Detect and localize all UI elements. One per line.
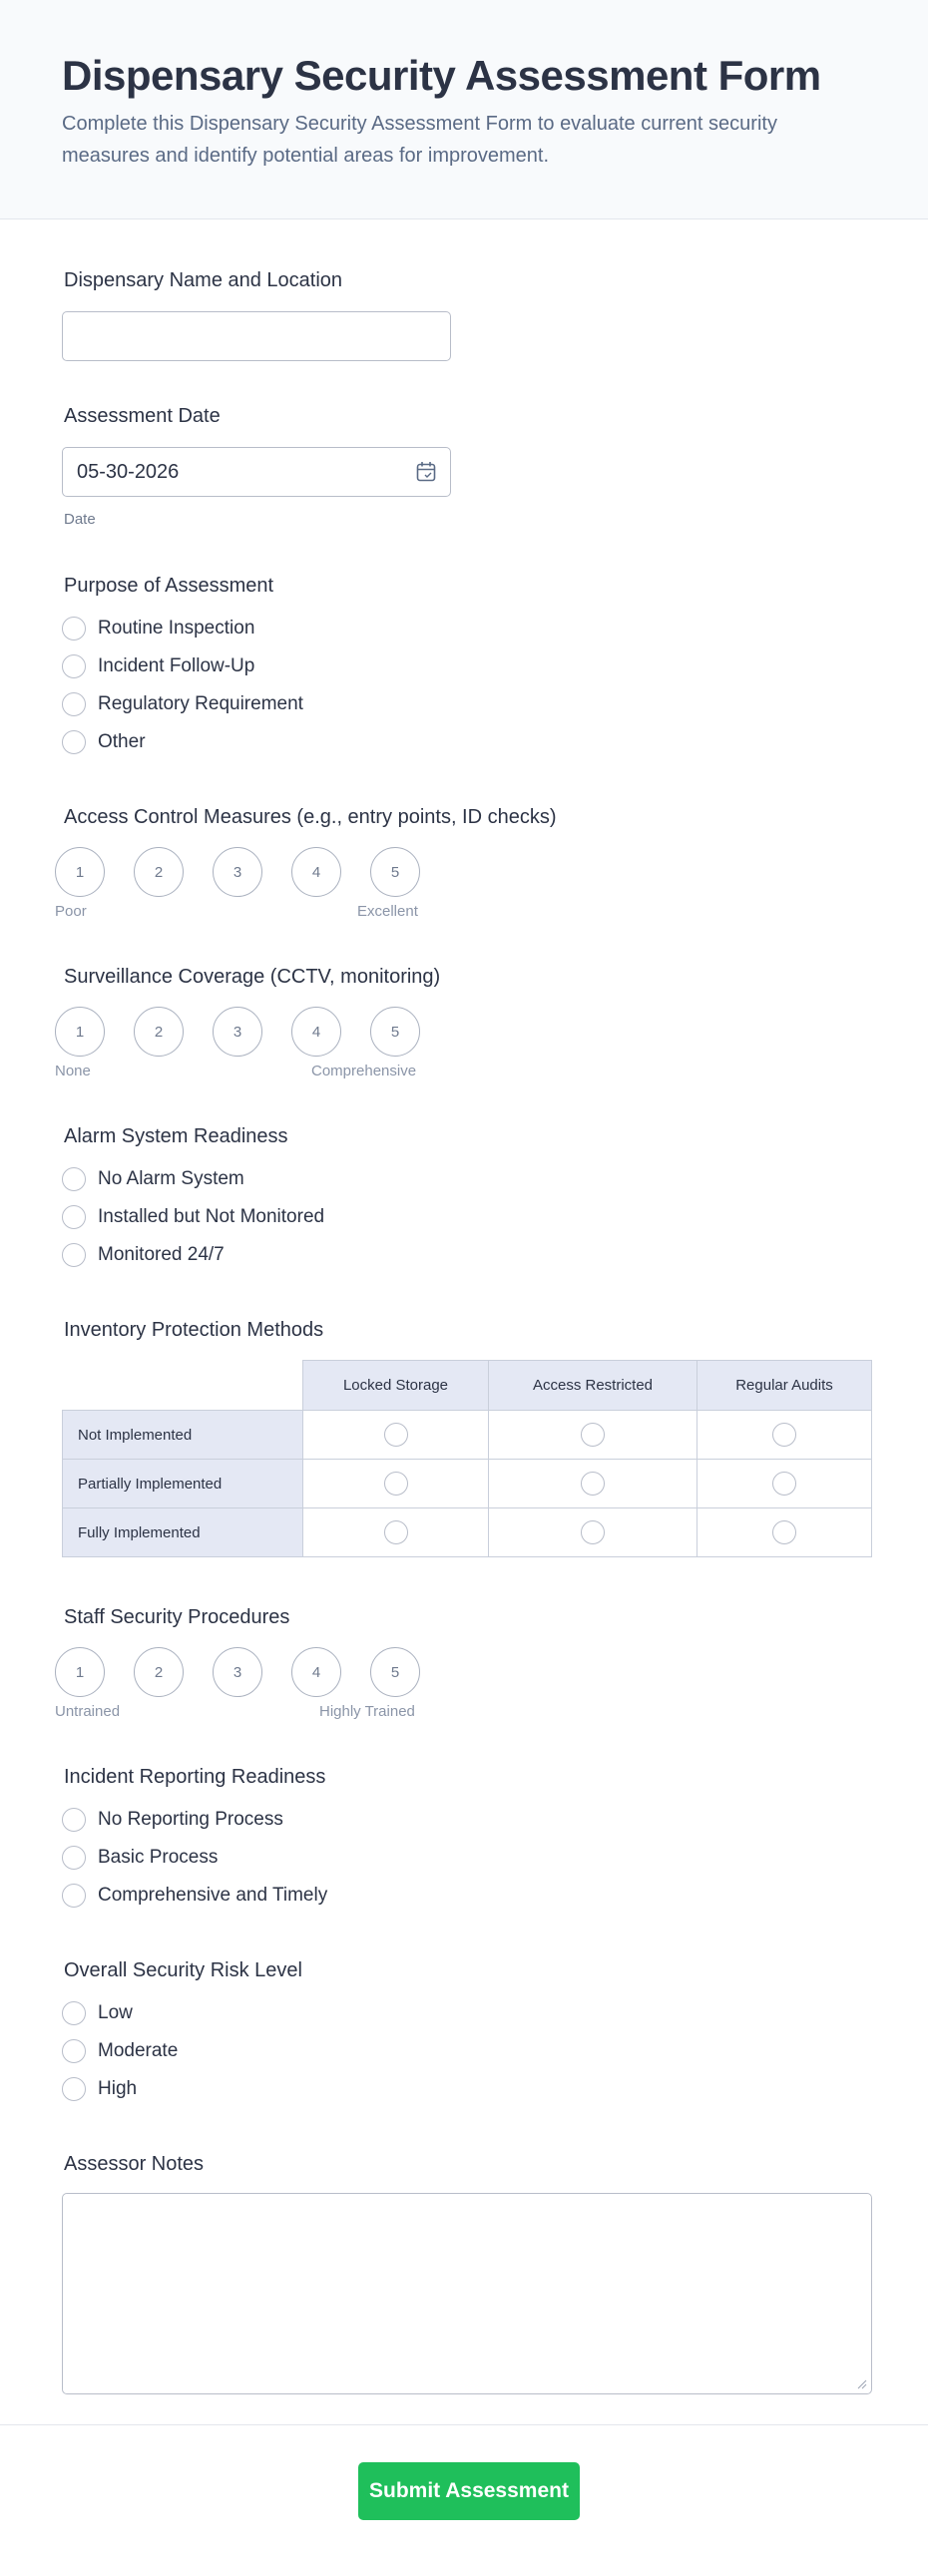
option-label: No Alarm System	[98, 1168, 244, 1189]
matrix-cell	[696, 1410, 872, 1460]
footer-divider	[0, 2424, 928, 2425]
scale-button-1[interactable]: 1	[55, 1007, 105, 1057]
alarm-option[interactable]	[62, 1240, 225, 1270]
matrix-cell	[488, 1459, 697, 1508]
scale-button-1[interactable]: 1	[55, 1647, 105, 1697]
radio-button[interactable]	[62, 1808, 86, 1832]
alarm-option[interactable]	[62, 1164, 244, 1194]
radio-button[interactable]	[62, 2039, 86, 2063]
option-label: No Reporting Process	[98, 1809, 283, 1830]
staff-label: Staff Security Procedures	[64, 1606, 290, 1628]
matrix-row-label: Not Implemented	[62, 1410, 303, 1460]
surveillance-label: Surveillance Coverage (CCTV, monitoring)	[64, 966, 441, 988]
purpose-option[interactable]	[62, 689, 303, 719]
access-control-label: Access Control Measures (e.g., entry points, ID checks)	[64, 806, 557, 828]
matrix-radio[interactable]	[772, 1472, 796, 1496]
scale-low-label: Poor	[55, 903, 87, 920]
purpose-option[interactable]	[62, 614, 254, 644]
risk-label: Overall Security Risk Level	[64, 1959, 302, 1981]
purpose-option[interactable]	[62, 727, 146, 757]
form-description: Complete this Dispensary Security Assessment Form to evaluate current security measures and identify potential areas for improvement.	[62, 113, 777, 167]
alarm-label: Alarm System Readiness	[64, 1125, 288, 1147]
matrix-cell	[488, 1507, 697, 1557]
submit-button[interactable]: Submit Assessment	[358, 2462, 580, 2520]
assessment-date-input[interactable]	[62, 447, 451, 497]
option-label: Basic Process	[98, 1847, 219, 1868]
matrix-cell	[302, 1410, 489, 1460]
alarm-option[interactable]	[62, 1202, 324, 1232]
scale-button-2[interactable]: 2	[134, 847, 184, 897]
matrix-cell	[302, 1459, 489, 1508]
dispensary-input[interactable]	[62, 311, 451, 361]
scale-button-1[interactable]: 1	[55, 847, 105, 897]
incident-option[interactable]	[62, 1881, 327, 1911]
form-header	[0, 0, 928, 219]
matrix-row-label: Fully Implemented	[62, 1507, 303, 1557]
risk-option[interactable]	[62, 2036, 178, 2066]
scale-button-2[interactable]: 2	[134, 1007, 184, 1057]
matrix-radio[interactable]	[384, 1423, 408, 1447]
scale-high-label: Highly Trained	[319, 1703, 415, 1720]
scale-button-4[interactable]: 4	[291, 1647, 341, 1697]
notes-textarea[interactable]	[62, 2193, 872, 2394]
radio-button[interactable]	[62, 730, 86, 754]
radio-button[interactable]	[62, 1205, 86, 1229]
notes-label: Assessor Notes	[64, 2153, 205, 2175]
matrix-cell	[696, 1507, 872, 1557]
radio-button[interactable]	[62, 1846, 86, 1870]
radio-button[interactable]	[62, 692, 86, 716]
option-label: Monitored 24/7	[98, 1244, 225, 1265]
risk-option[interactable]	[62, 2074, 137, 2104]
matrix-radio[interactable]	[581, 1423, 605, 1447]
calendar-icon[interactable]	[416, 461, 436, 483]
assessment-date-label: Assessment Date	[64, 405, 221, 427]
matrix-cell	[302, 1507, 489, 1557]
matrix-column-header: Access Restricted	[488, 1360, 697, 1411]
scale-high-label: Comprehensive	[311, 1063, 417, 1079]
option-label: Comprehensive and Timely	[98, 1885, 328, 1906]
inventory-label: Inventory Protection Methods	[64, 1319, 324, 1341]
matrix-row-label: Partially Implemented	[62, 1459, 303, 1508]
scale-button-3[interactable]: 3	[213, 1647, 262, 1697]
scale-high-label: Excellent	[357, 903, 418, 920]
resize-grip-icon[interactable]	[857, 2379, 867, 2389]
scale-button-3[interactable]: 3	[213, 1007, 262, 1057]
form-title: Dispensary Security Assessment Form	[62, 52, 821, 99]
scale-low-label: Untrained	[55, 1703, 121, 1720]
option-label: Regulatory Requirement	[98, 693, 303, 714]
option-label: Low	[98, 2002, 133, 2023]
matrix-radio[interactable]	[581, 1472, 605, 1496]
scale-low-label: None	[55, 1063, 91, 1079]
scale-button-2[interactable]: 2	[134, 1647, 184, 1697]
matrix-column-header: Locked Storage	[302, 1360, 489, 1411]
purpose-option[interactable]	[62, 651, 254, 681]
matrix-radio[interactable]	[772, 1423, 796, 1447]
dispensary-label: Dispensary Name and Location	[64, 269, 343, 291]
matrix-radio[interactable]	[384, 1520, 408, 1544]
incident-option[interactable]	[62, 1805, 283, 1835]
scale-button-4[interactable]: 4	[291, 1007, 341, 1057]
radio-button[interactable]	[62, 2001, 86, 2025]
risk-option[interactable]	[62, 1998, 133, 2028]
option-label: Moderate	[98, 2040, 179, 2061]
radio-button[interactable]	[62, 617, 86, 641]
matrix-radio[interactable]	[384, 1472, 408, 1496]
option-label: Routine Inspection	[98, 618, 255, 639]
scale-button-5[interactable]: 5	[370, 847, 420, 897]
matrix-column-header: Regular Audits	[696, 1360, 872, 1411]
date-sublabel: Date	[64, 511, 96, 528]
matrix-cell	[488, 1410, 697, 1460]
purpose-label: Purpose of Assessment	[64, 575, 274, 597]
option-label: High	[98, 2078, 138, 2099]
incident-option[interactable]	[62, 1843, 218, 1873]
incident-label: Incident Reporting Readiness	[64, 1766, 326, 1788]
radio-button[interactable]	[62, 1167, 86, 1191]
option-label: Other	[98, 731, 146, 752]
radio-button[interactable]	[62, 1884, 86, 1908]
matrix-radio[interactable]	[772, 1520, 796, 1544]
scale-button-5[interactable]: 5	[370, 1647, 420, 1697]
radio-button[interactable]	[62, 2077, 86, 2101]
radio-button[interactable]	[62, 654, 86, 678]
option-label: Installed but Not Monitored	[98, 1206, 325, 1227]
date-value: 05-30-2026	[77, 461, 180, 483]
option-label: Incident Follow-Up	[98, 655, 255, 676]
scale-button-5[interactable]: 5	[370, 1007, 420, 1057]
scale-button-3[interactable]: 3	[213, 847, 262, 897]
matrix-cell	[696, 1459, 872, 1508]
matrix-radio[interactable]	[581, 1520, 605, 1544]
scale-button-4[interactable]: 4	[291, 847, 341, 897]
radio-button[interactable]	[62, 1243, 86, 1267]
